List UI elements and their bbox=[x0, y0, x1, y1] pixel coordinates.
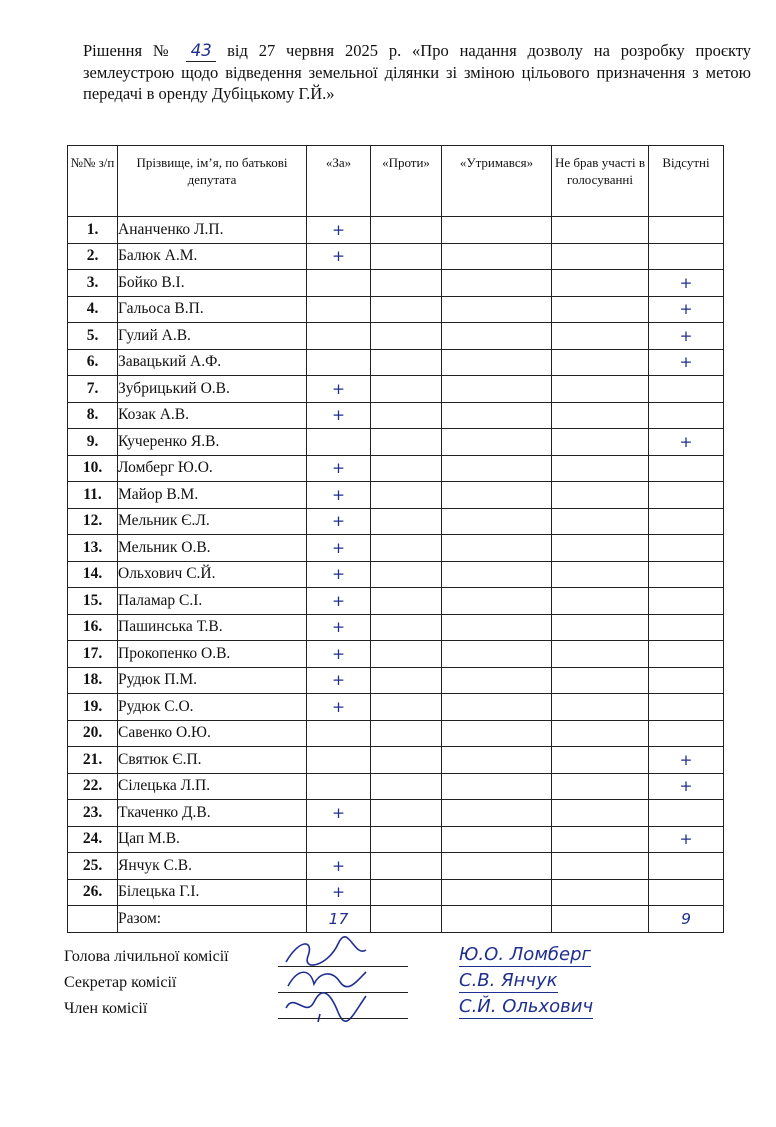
signer-name: С.Й. Ольхович bbox=[459, 996, 594, 1017]
table-row bbox=[68, 270, 724, 297]
vote-vidsutni-cell bbox=[649, 667, 724, 694]
deputy-name: Сілецька Л.П. bbox=[118, 773, 307, 800]
vote-vidsutni-cell bbox=[649, 402, 724, 429]
table-row bbox=[68, 455, 724, 482]
row-number: 15. bbox=[68, 588, 118, 615]
row-number: 22. bbox=[68, 773, 118, 800]
row-number: 21. bbox=[68, 747, 118, 774]
vote-za-cell bbox=[307, 429, 371, 456]
vote-ne-brav-cell bbox=[552, 482, 649, 509]
decision-prefix: Рішення № bbox=[83, 41, 176, 60]
row-number: 13. bbox=[68, 535, 118, 562]
deputy-name: Рудюк П.М. bbox=[118, 667, 307, 694]
vote-proty-cell bbox=[371, 773, 442, 800]
deputy-name: Мельник Є.Л. bbox=[118, 508, 307, 535]
deputy-name: Ольхович С.Й. bbox=[118, 561, 307, 588]
vote-za-cell: + bbox=[307, 217, 371, 244]
deputy-name: Майор В.М. bbox=[118, 482, 307, 509]
table-row bbox=[68, 667, 724, 694]
row-number: 12. bbox=[68, 508, 118, 535]
vote-ne-brav-cell bbox=[552, 243, 649, 270]
col-header-name: Прізвище, ім’я, по батькові депутата bbox=[118, 146, 307, 217]
vote-vidsutni-cell bbox=[649, 720, 724, 747]
table-row bbox=[68, 747, 724, 774]
deputy-name: Балюк А.М. bbox=[118, 243, 307, 270]
vote-utrymavsia-cell bbox=[442, 747, 552, 774]
decision-number: 43 bbox=[186, 40, 216, 62]
vote-vidsutni-cell: + bbox=[649, 296, 724, 323]
row-number: 9. bbox=[68, 429, 118, 456]
vote-proty-cell bbox=[371, 296, 442, 323]
vote-za-cell bbox=[307, 270, 371, 297]
total-label: Разом: bbox=[118, 906, 307, 933]
table-row bbox=[68, 376, 724, 403]
vote-utrymavsia-cell bbox=[442, 614, 552, 641]
vote-vidsutni-cell bbox=[649, 641, 724, 668]
vote-ne-brav-cell bbox=[552, 800, 649, 827]
vote-za-cell bbox=[307, 773, 371, 800]
deputy-name: Козак А.В. bbox=[118, 402, 307, 429]
vote-za-cell: + bbox=[307, 508, 371, 535]
table-row bbox=[68, 402, 724, 429]
vote-proty-cell bbox=[371, 720, 442, 747]
table-row bbox=[68, 217, 724, 244]
vote-za-cell bbox=[307, 720, 371, 747]
row-number: 10. bbox=[68, 455, 118, 482]
vote-utrymavsia-cell bbox=[442, 826, 552, 853]
vote-utrymavsia-cell bbox=[442, 243, 552, 270]
vote-za-cell: + bbox=[307, 667, 371, 694]
signer-name: Ю.О. Ломберг bbox=[459, 944, 591, 965]
table-row bbox=[68, 720, 724, 747]
vote-utrymavsia-cell bbox=[442, 270, 552, 297]
table-row bbox=[68, 614, 724, 641]
vote-za-cell: + bbox=[307, 614, 371, 641]
vote-utrymavsia-cell bbox=[442, 402, 552, 429]
signer-name: С.В. Янчук bbox=[459, 970, 558, 991]
vote-za-cell: + bbox=[307, 482, 371, 509]
vote-za-cell: + bbox=[307, 694, 371, 721]
vote-vidsutni-cell bbox=[649, 482, 724, 509]
deputy-name: Рудюк С.О. bbox=[118, 694, 307, 721]
vote-proty-cell bbox=[371, 217, 442, 244]
vote-proty-cell bbox=[371, 349, 442, 376]
row-number: 17. bbox=[68, 641, 118, 668]
vote-utrymavsia-cell bbox=[442, 667, 552, 694]
table-row bbox=[68, 588, 724, 615]
vote-ne-brav-cell bbox=[552, 614, 649, 641]
col-header-proty: «Проти» bbox=[371, 146, 442, 217]
deputy-name: Гальоса В.П. bbox=[118, 296, 307, 323]
vote-ne-brav-cell bbox=[552, 853, 649, 880]
vote-utrymavsia-cell bbox=[442, 561, 552, 588]
vote-proty-cell bbox=[371, 800, 442, 827]
deputy-name: Зубрицький О.В. bbox=[118, 376, 307, 403]
vote-ne-brav-cell bbox=[552, 535, 649, 562]
deputy-name: Святюк Є.П. bbox=[118, 747, 307, 774]
deputy-name: Бойко В.І. bbox=[118, 270, 307, 297]
vote-za-cell bbox=[307, 296, 371, 323]
vote-proty-cell bbox=[371, 482, 442, 509]
table-row bbox=[68, 879, 724, 906]
row-number: 6. bbox=[68, 349, 118, 376]
vote-za-cell: + bbox=[307, 588, 371, 615]
deputy-name: Мельник О.В. bbox=[118, 535, 307, 562]
vote-za-cell: + bbox=[307, 535, 371, 562]
vote-vidsutni-cell bbox=[649, 614, 724, 641]
table-header-row bbox=[68, 146, 724, 217]
vote-za-cell: + bbox=[307, 455, 371, 482]
table-row bbox=[68, 694, 724, 721]
row-number: 3. bbox=[68, 270, 118, 297]
table-row bbox=[68, 773, 724, 800]
row-number: 20. bbox=[68, 720, 118, 747]
deputy-name: Ткаченко Д.В. bbox=[118, 800, 307, 827]
vote-vidsutni-cell bbox=[649, 217, 724, 244]
vote-utrymavsia-cell bbox=[442, 720, 552, 747]
vote-utrymavsia-cell bbox=[442, 376, 552, 403]
deputy-name: Кучеренко Я.В. bbox=[118, 429, 307, 456]
vote-vidsutni-cell: + bbox=[649, 429, 724, 456]
vote-za-cell: + bbox=[307, 376, 371, 403]
deputy-name: Пашинська Т.В. bbox=[118, 614, 307, 641]
vote-utrymavsia-cell bbox=[442, 853, 552, 880]
signature-label: Секретар комісії bbox=[64, 974, 177, 991]
table-row bbox=[68, 296, 724, 323]
vote-proty-cell bbox=[371, 376, 442, 403]
deputy-name: Цап М.В. bbox=[118, 826, 307, 853]
table-row bbox=[68, 429, 724, 456]
vote-za-cell bbox=[307, 826, 371, 853]
vote-ne-brav-cell bbox=[552, 667, 649, 694]
vote-vidsutni-cell: + bbox=[649, 323, 724, 350]
row-number: 7. bbox=[68, 376, 118, 403]
vote-vidsutni-cell bbox=[649, 588, 724, 615]
vote-utrymavsia-cell bbox=[442, 429, 552, 456]
vote-utrymavsia-cell bbox=[442, 879, 552, 906]
vote-proty-cell bbox=[371, 429, 442, 456]
vote-utrymavsia-cell bbox=[442, 588, 552, 615]
vote-proty-cell bbox=[371, 694, 442, 721]
vote-vidsutni-cell bbox=[649, 800, 724, 827]
vote-ne-brav-cell bbox=[552, 747, 649, 774]
vote-ne-brav-cell bbox=[552, 402, 649, 429]
deputy-name: Завацький А.Ф. bbox=[118, 349, 307, 376]
vote-vidsutni-cell: + bbox=[649, 773, 724, 800]
vote-ne-brav-cell bbox=[552, 217, 649, 244]
vote-ne-brav-cell bbox=[552, 773, 649, 800]
row-number: 8. bbox=[68, 402, 118, 429]
vote-utrymavsia-cell bbox=[442, 508, 552, 535]
vote-ne-brav-cell bbox=[552, 376, 649, 403]
col-header-vidsutni: Відсутні bbox=[649, 146, 724, 217]
decision-heading bbox=[83, 40, 751, 104]
table-row bbox=[68, 535, 724, 562]
row-number: 1. bbox=[68, 217, 118, 244]
vote-proty-cell bbox=[371, 747, 442, 774]
vote-proty-cell bbox=[371, 667, 442, 694]
commission-signatures bbox=[64, 944, 684, 1026]
row-number: 26. bbox=[68, 879, 118, 906]
vote-za-cell: + bbox=[307, 853, 371, 880]
deputy-name: Янчук С.В. bbox=[118, 853, 307, 880]
deputy-name: Паламар С.І. bbox=[118, 588, 307, 615]
row-number: 19. bbox=[68, 694, 118, 721]
vote-ne-brav-cell bbox=[552, 349, 649, 376]
signature-label: Член комісії bbox=[64, 1000, 148, 1017]
vote-proty-cell bbox=[371, 879, 442, 906]
table-row bbox=[68, 323, 724, 350]
vote-proty-cell bbox=[371, 455, 442, 482]
vote-za-cell bbox=[307, 349, 371, 376]
vote-vidsutni-cell bbox=[649, 455, 724, 482]
vote-za-cell: + bbox=[307, 561, 371, 588]
vote-proty-cell bbox=[371, 614, 442, 641]
table-row bbox=[68, 243, 724, 270]
vote-proty-cell bbox=[371, 243, 442, 270]
vote-utrymavsia-cell bbox=[442, 296, 552, 323]
vote-proty-cell bbox=[371, 323, 442, 350]
vote-vidsutni-cell bbox=[649, 561, 724, 588]
col-header-utrymavsia: «Утримався» bbox=[442, 146, 552, 217]
vote-vidsutni-cell bbox=[649, 535, 724, 562]
deputy-name: Ломберг Ю.О. bbox=[118, 455, 307, 482]
row-number: 5. bbox=[68, 323, 118, 350]
vote-ne-brav-cell bbox=[552, 508, 649, 535]
vote-vidsutni-cell: + bbox=[649, 747, 724, 774]
vote-utrymavsia-cell bbox=[442, 800, 552, 827]
vote-utrymavsia-cell bbox=[442, 349, 552, 376]
vote-proty-cell bbox=[371, 535, 442, 562]
vote-ne-brav-cell bbox=[552, 561, 649, 588]
vote-ne-brav-cell bbox=[552, 455, 649, 482]
total-vidsutni: 9 bbox=[649, 906, 724, 933]
vote-vidsutni-cell bbox=[649, 243, 724, 270]
decision-title: від 27 червня 2025 р. «Про надання дозволу на розробку проєкту землеустрою щодо відведення земельної ділянки зі зміною цільового призначення з метою передачі в оренду Дубіцькому Г.Й.» bbox=[83, 41, 751, 103]
row-number: 23. bbox=[68, 800, 118, 827]
vote-utrymavsia-cell bbox=[442, 323, 552, 350]
vote-za-cell: + bbox=[307, 243, 371, 270]
vote-za-cell bbox=[307, 323, 371, 350]
row-number: 14. bbox=[68, 561, 118, 588]
vote-vidsutni-cell bbox=[649, 508, 724, 535]
table-row bbox=[68, 800, 724, 827]
signature-label: Голова лічильної комісії bbox=[64, 948, 229, 965]
vote-utrymavsia-cell bbox=[442, 641, 552, 668]
vote-utrymavsia-cell bbox=[442, 217, 552, 244]
vote-proty-cell bbox=[371, 561, 442, 588]
table-row bbox=[68, 826, 724, 853]
vote-ne-brav-cell bbox=[552, 694, 649, 721]
vote-ne-brav-cell bbox=[552, 429, 649, 456]
table-row bbox=[68, 482, 724, 509]
vote-ne-brav-cell bbox=[552, 296, 649, 323]
table-row bbox=[68, 641, 724, 668]
vote-ne-brav-cell bbox=[552, 826, 649, 853]
vote-vidsutni-cell bbox=[649, 376, 724, 403]
deputy-name: Гулий А.В. bbox=[118, 323, 307, 350]
row-number: 16. bbox=[68, 614, 118, 641]
row-number: 2. bbox=[68, 243, 118, 270]
vote-vidsutni-cell bbox=[649, 694, 724, 721]
vote-ne-brav-cell bbox=[552, 323, 649, 350]
vote-proty-cell bbox=[371, 853, 442, 880]
signature-row-member bbox=[64, 996, 684, 1026]
vote-vidsutni-cell bbox=[649, 853, 724, 880]
vote-proty-cell bbox=[371, 826, 442, 853]
vote-za-cell bbox=[307, 747, 371, 774]
vote-ne-brav-cell bbox=[552, 588, 649, 615]
vote-proty-cell bbox=[371, 588, 442, 615]
row-number: 4. bbox=[68, 296, 118, 323]
vote-ne-brav-cell bbox=[552, 720, 649, 747]
deputy-name: Білецька Г.І. bbox=[118, 879, 307, 906]
vote-vidsutni-cell bbox=[649, 879, 724, 906]
vote-proty-cell bbox=[371, 508, 442, 535]
table-row bbox=[68, 561, 724, 588]
vote-vidsutni-cell: + bbox=[649, 826, 724, 853]
row-number: 18. bbox=[68, 667, 118, 694]
table-row bbox=[68, 508, 724, 535]
vote-ne-brav-cell bbox=[552, 270, 649, 297]
table-row bbox=[68, 349, 724, 376]
signature-row-chair bbox=[64, 944, 684, 974]
row-number: 24. bbox=[68, 826, 118, 853]
vote-proty-cell bbox=[371, 641, 442, 668]
vote-ne-brav-cell bbox=[552, 641, 649, 668]
col-header-num: №№ з/п bbox=[68, 146, 118, 217]
vote-za-cell: + bbox=[307, 402, 371, 429]
total-row bbox=[68, 906, 724, 933]
vote-utrymavsia-cell bbox=[442, 773, 552, 800]
row-number: 11. bbox=[68, 482, 118, 509]
vote-za-cell: + bbox=[307, 800, 371, 827]
voting-table bbox=[67, 145, 724, 933]
vote-ne-brav-cell bbox=[552, 879, 649, 906]
deputy-name: Савенко О.Ю. bbox=[118, 720, 307, 747]
col-header-ne-brav: Не брав участі в голосуванні bbox=[552, 146, 649, 217]
deputy-name: Ананченко Л.П. bbox=[118, 217, 307, 244]
vote-vidsutni-cell: + bbox=[649, 349, 724, 376]
vote-utrymavsia-cell bbox=[442, 482, 552, 509]
vote-za-cell: + bbox=[307, 641, 371, 668]
table-row bbox=[68, 853, 724, 880]
deputy-name: Прокопенко О.В. bbox=[118, 641, 307, 668]
col-header-za: «За» bbox=[307, 146, 371, 217]
vote-vidsutni-cell: + bbox=[649, 270, 724, 297]
vote-za-cell: + bbox=[307, 879, 371, 906]
row-number: 25. bbox=[68, 853, 118, 880]
total-za: 17 bbox=[307, 906, 371, 933]
handwritten-signature-icon bbox=[280, 988, 370, 1022]
vote-proty-cell bbox=[371, 402, 442, 429]
vote-utrymavsia-cell bbox=[442, 535, 552, 562]
vote-utrymavsia-cell bbox=[442, 455, 552, 482]
vote-utrymavsia-cell bbox=[442, 694, 552, 721]
vote-proty-cell bbox=[371, 270, 442, 297]
